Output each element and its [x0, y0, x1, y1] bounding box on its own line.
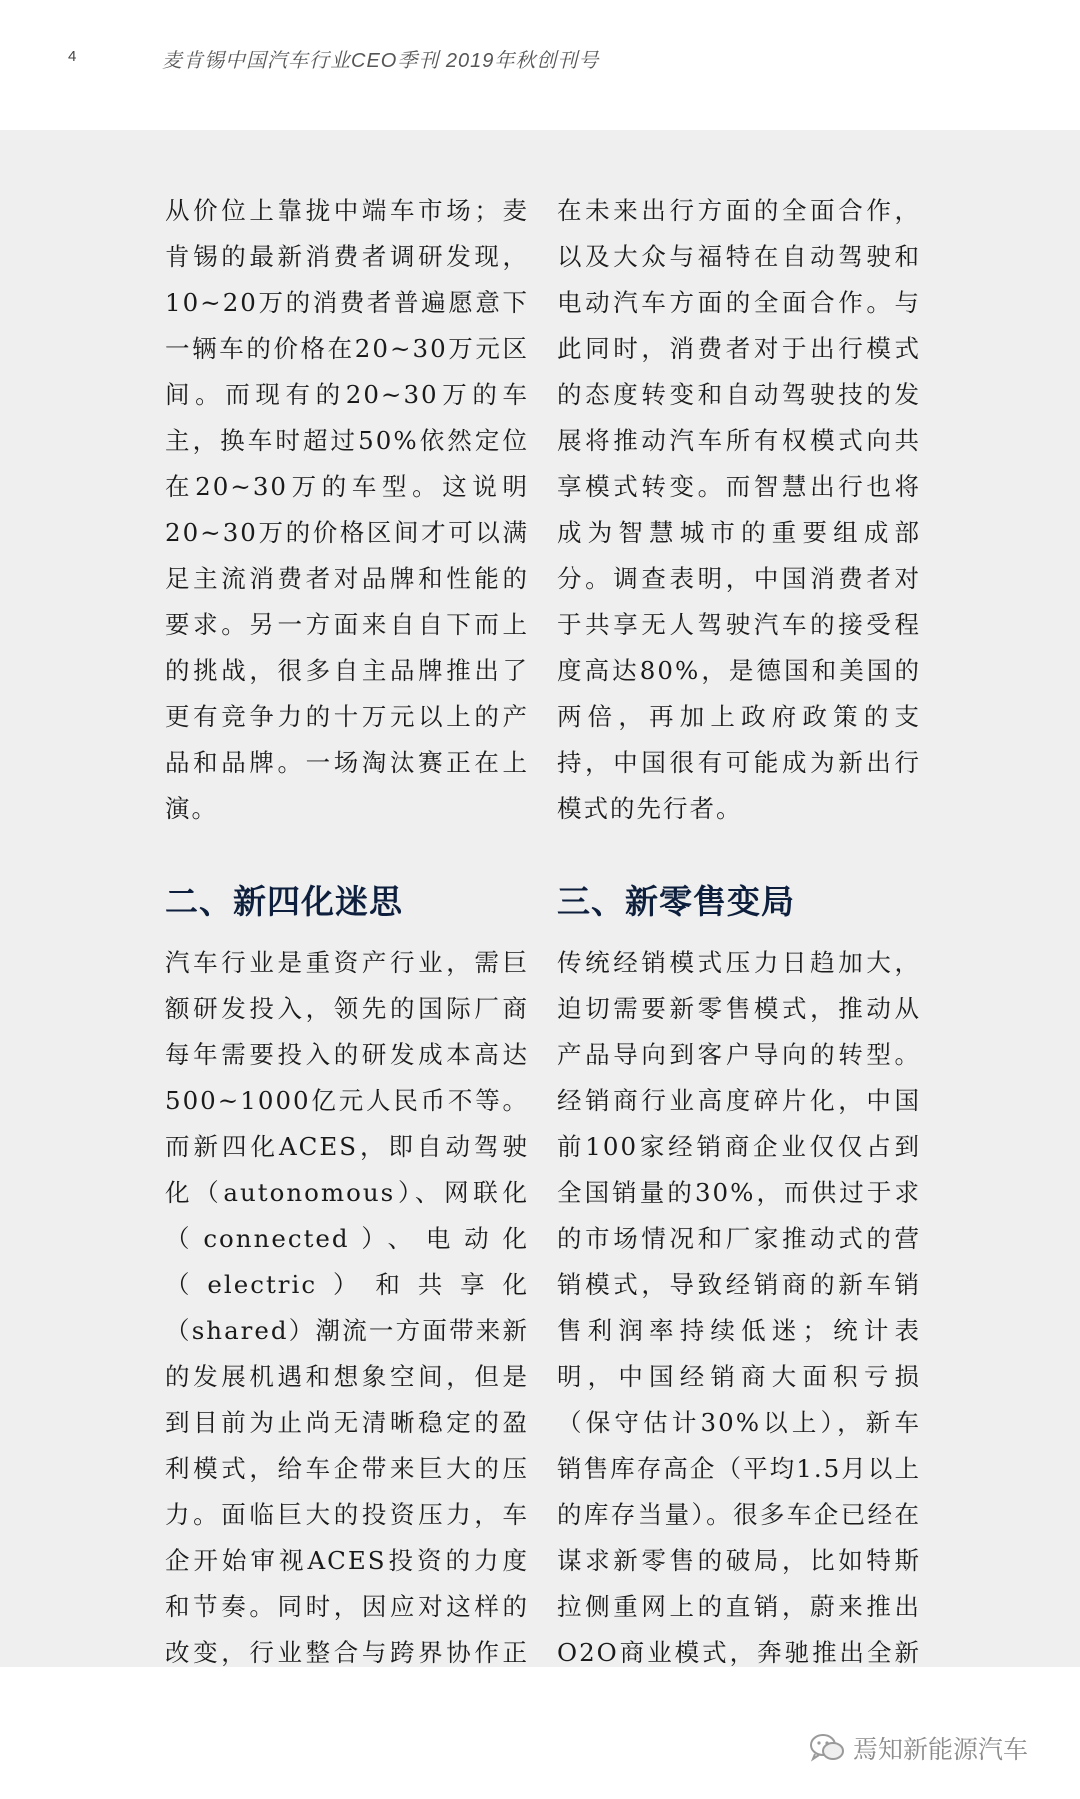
left-column — [165, 188, 529, 1768]
wechat-icon — [809, 1733, 845, 1763]
section-heading-new-four-modernizations: 二、新四化迷思 — [165, 882, 403, 921]
page-number: 4 — [68, 48, 77, 65]
intro-paragraph: 从价位上靠拢中端车市场；麦肯锡的最新消费者调研发现，10~20万的消费者普遍愿意下一辆车的价格在20~30万元区间。而现有的20~30万的车主，换车时超过50%依然定位在20~30万的车型。这说明20~30万的价格区间才可以满足主流消费者对品牌和性能的要求。另一方面来自自下而上的挑战，很多自主品牌推出了更有竞争力的十万元以上的产品和品牌。一场淘汰赛正在上演。 — [165, 196, 529, 823]
section3-paragraph: 传统经销模式压力日趋加大，迫切需要新零售模式，推动从产品导向到客户导向的转型。经销商行业高度碎片化，中国前100家经销商企业仅仅占到全国销量的30%，而供过于求的市场情况和厂家推动式的营销模式，导致经销商的新车销售利润率持续低迷；统计表明，中国经销商大面积亏损（保守估计30%以上），新车销售库存高企（平均1.5月以上的库存当量）。很多车企已经在谋求新零售的破局，比如特斯拉侧重网上的直销，蔚来推出O2O商业模式，奔驰推出全新 — [557, 948, 921, 1667]
right-column — [557, 188, 921, 1768]
watermark-text: 焉知新能源汽车 — [852, 1735, 1028, 1764]
article-body — [0, 130, 1080, 1667]
page-footer — [0, 1667, 1080, 1799]
section-heading-new-retail: 三、新零售变局 — [557, 882, 795, 921]
running-title: 麦肯锡中国汽车行业CEO季刊 2019年秋创刊号 — [162, 50, 600, 72]
page-header — [0, 0, 1080, 130]
watermark — [809, 1730, 1028, 1766]
continued-paragraph: 在未来出行方面的全面合作，以及大众与福特在自动驾驶和电动汽车方面的全面合作。与此同时，消费者对于出行模式的态度转变和自动驾驶技的发展将推动汽车所有权模式向共享模式转变。而智慧出行也将成为智慧城市的重要组成部分。调查表明，中国消费者对于共享无人驾驶汽车的接受程度高达80%，是德国和美国的两倍，再加上政府政策的支持，中国很有可能成为新出行模式的先行者。 — [557, 196, 921, 823]
section2-paragraph: 汽车行业是重资产行业，需巨额研发投入，领先的国际厂商每年需要投入的研发成本高达500~1000亿元人民币不等。而新四化ACES，即自动驾驶化（autonomous）、网联化（connected）、电动化（electric）和共享化（shared）潮流一方面带来新的发展机遇和想象空间，但是到目前为止尚无清晰稳定的盈利模式，给车企带来巨大的压力。面临巨大的投资压力，车企开始审视ACES投资的力度和节奏。同时，因应对这样的改变，行业整合与跨界协作正 — [165, 948, 529, 1667]
